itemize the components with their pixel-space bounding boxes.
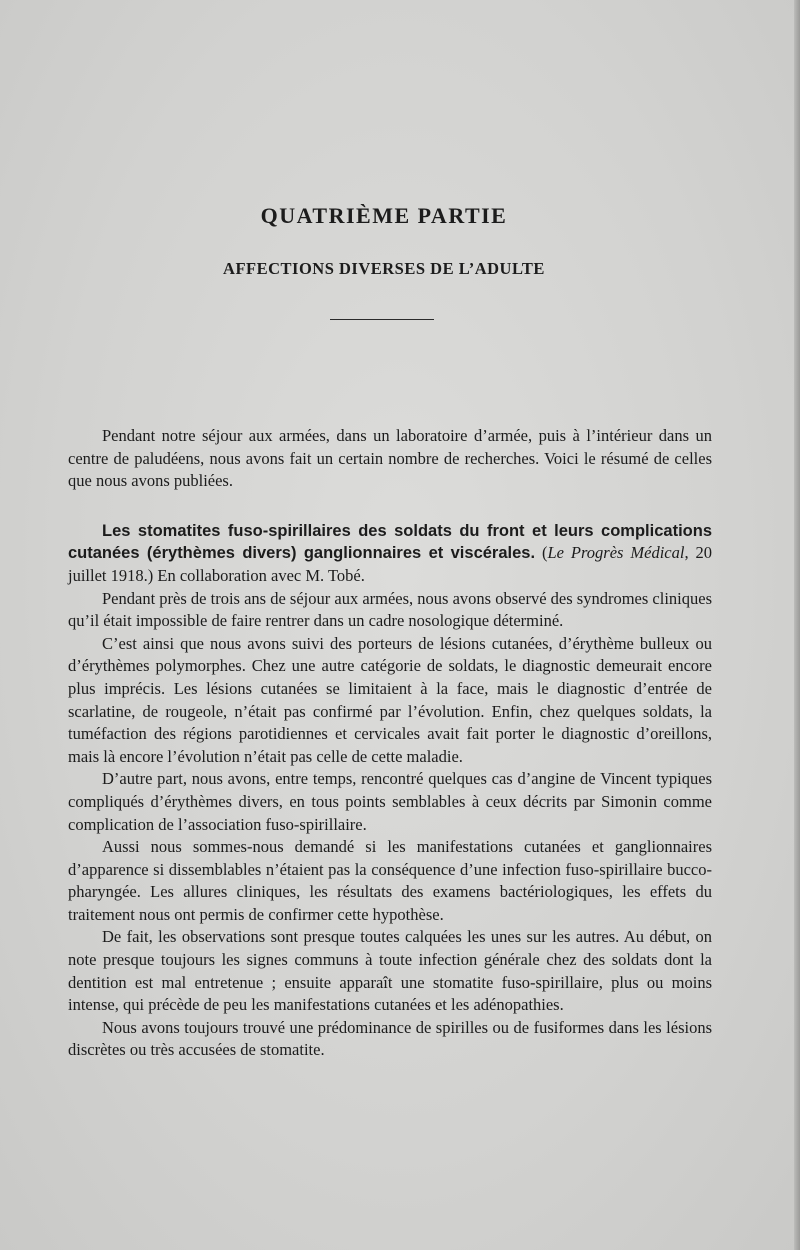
journal-name: Le Progrès Médical [547,543,685,563]
body-paragraph: De fait, les observations sont presque toutes calquées les unes sur les autres. Au début, on note presque toujours les signes communs à toute infection générale chez des soldats dont la dentition est mal entretenue ; ensuite apparaît une stomatite fuso-spirillaire, plus ou moins intense, qui précède de peu les manifestations cutanées et les adénopathies. [68,927,712,1015]
body-paragraph: Aussi nous sommes-nous demandé si les manifestations cutanées et ganglionnaires d’apparence si dissemblables n’étaient pas la conséquence d’une infection fuso-spirillaire bucco-pharyngée. Les allures cliniques, les résultats des examens bactériologiques, les effets du traitement nous ont permis de confirmer cette hypothèse. [68,837,712,924]
body-paragraph: Pendant près de trois ans de séjour aux armées, nous avons observé des syndromes cliniques qu’il était impossible de faire rentrer dans un cadre nosologique déterminé. [68,588,712,631]
publication-details: , 20 juillet 1918.) En collaboration avec M. Tobé. [68,543,712,585]
reference-open-paren: ( [535,543,548,563]
body-text [68,425,712,1062]
intro-paragraph: Pendant notre séjour aux armées, dans un laboratoire d’armée, puis à l’intérieur dans un centre de paludéens, nous avons fait un certain nombre de recherches. Voici le résumé de celles que nous avons publiées. [68,426,712,491]
page-edge-shadow [794,0,800,1250]
section-divider [330,319,434,320]
publication-title: Les stomatites fuso-spirillaires des soldats du front et leurs complications cutanées (érythèmes divers) ganglionnaires et viscérales. [68,521,712,563]
body-paragraph: Nous avons toujours trouvé une prédominance de spirilles ou de fusiformes dans les lésions discrètes ou très accusées de stomatite. [68,1017,712,1060]
part-title: QUATRIÈME PARTIE [260,203,508,228]
part-subtitle: AFFECTIONS DIVERSES DE L’ADULTE [223,259,545,278]
publication-reference [68,520,712,588]
body-paragraph: D’autre part, nous avons, entre temps, rencontré quelques cas d’angine de Vincent typiques compliqués d’érythèmes divers, en tous points semblables à ceux décrits par Simonin comme complication de l’association fuso-spirillaire. [68,769,712,834]
body-paragraph: C’est ainsi que nous avons suivi des porteurs de lésions cutanées, d’érythème bulleux ou d’érythèmes polymorphes. Chez une autre catégorie de soldats, le diagnostic demeurait encore plus imprécis. Les lésions cutanées se limitaient à la face, mais le diagnostic d’entrée de scarlatine, de rougeole, n’était pas confirmé par l’évolution. Enfin, chez quelques soldats, la tuméfaction des régions parotidiennes et cervicales avait fait porter le diagnostic d’oreillons, mais là encore l’évolution n’était pas celle de cette maladie. [68,633,712,766]
